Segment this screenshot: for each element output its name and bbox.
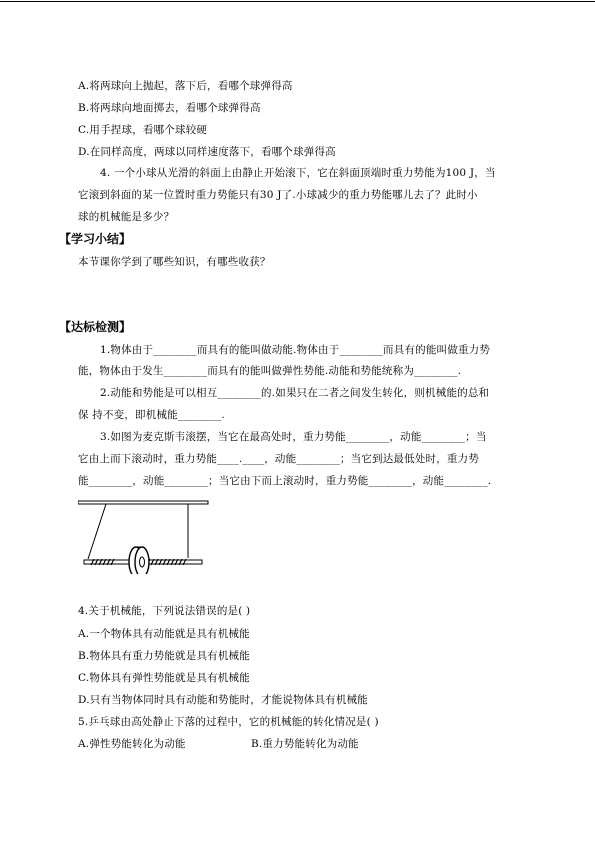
test-line-5: 3.如图为麦克斯韦滚摆，当它在最高处时，重力势能________，动能________；当: [100, 431, 487, 443]
test-heading: 【达标检测】: [59, 320, 132, 334]
question-4-line-1: 4. 一个小球从光滑的斜面上由静止开始滚下，它在斜面顶端时重力势能为100 J，当: [100, 167, 496, 179]
test-line-1: 1.物体由于________而具有的能叫做动能.物体由于________而具有的能叫做重力势: [100, 344, 491, 356]
test-line-4: 保 持不变，即机械能________.: [78, 409, 225, 421]
maxwell-wheel-figure: [78, 498, 210, 574]
test-line-6: 它由上而下滚动时，重力势能____.____，动能________；当它到达最低处时，重力势: [78, 453, 480, 465]
test-line-7: 能________，动能________；当它由下而上滚动时，重力势能________，动能________.: [78, 475, 492, 487]
support-bar: [78, 501, 208, 504]
test-line-2: 能，物体由于发生________而具有的能叫做弹性势能.动能和势能统称为________.: [78, 365, 462, 377]
mc-question-5-stem: 5.乒乓球由高处静止下落的过程中，它的机械能的转化情况是( ): [78, 716, 379, 728]
mc-q5-option-a: A.弹性势能转化为动能: [78, 738, 186, 750]
mc-q4-option-c: C.物体具有弹性势能就是具有机械能: [78, 672, 250, 684]
option-a: A.将两球向上抛起，落下后，看哪个球弹得高: [78, 80, 293, 92]
left-string: [88, 504, 106, 559]
question-4-line-2: 它滚到斜面的某一位置时重力势能只有30 J了.小球减少的重力势能哪儿去了？此时小: [78, 189, 478, 201]
mc-q5-option-b: B.重力势能转化为动能: [251, 738, 359, 750]
question-4-line-3: 球的机械能是多少？: [78, 211, 175, 223]
option-c: C.用手捏球，看哪个球较硬: [78, 124, 208, 136]
summary-heading: 【学习小结】: [59, 232, 132, 246]
page-top-rule: [0, 1, 595, 2]
mc-q4-option-a: A.一个物体具有动能就是具有机械能: [78, 628, 250, 640]
option-d: D.在同样高度，两球以同样速度落下，看哪个球弹得高: [78, 146, 336, 158]
mc-question-4-stem: 4.关于机械能，下列说法错误的是( ): [78, 605, 251, 617]
mc-q4-option-b: B.物体具有重力势能就是具有机械能: [78, 650, 250, 662]
option-b: B.将两球向地面掷去，看哪个球弹得高: [78, 102, 261, 114]
summary-text: 本节课你学到了哪些知识，有哪些收获？: [78, 256, 271, 268]
wheel-back: [135, 547, 149, 574]
mc-q4-option-d: D.只有当物体同时具有动能和势能时，才能说物体具有机械能: [78, 694, 368, 706]
test-line-3: 2.动能和势能是可以相互________的.如果只在二者之间发生转化，则机械能的总和: [100, 387, 490, 399]
